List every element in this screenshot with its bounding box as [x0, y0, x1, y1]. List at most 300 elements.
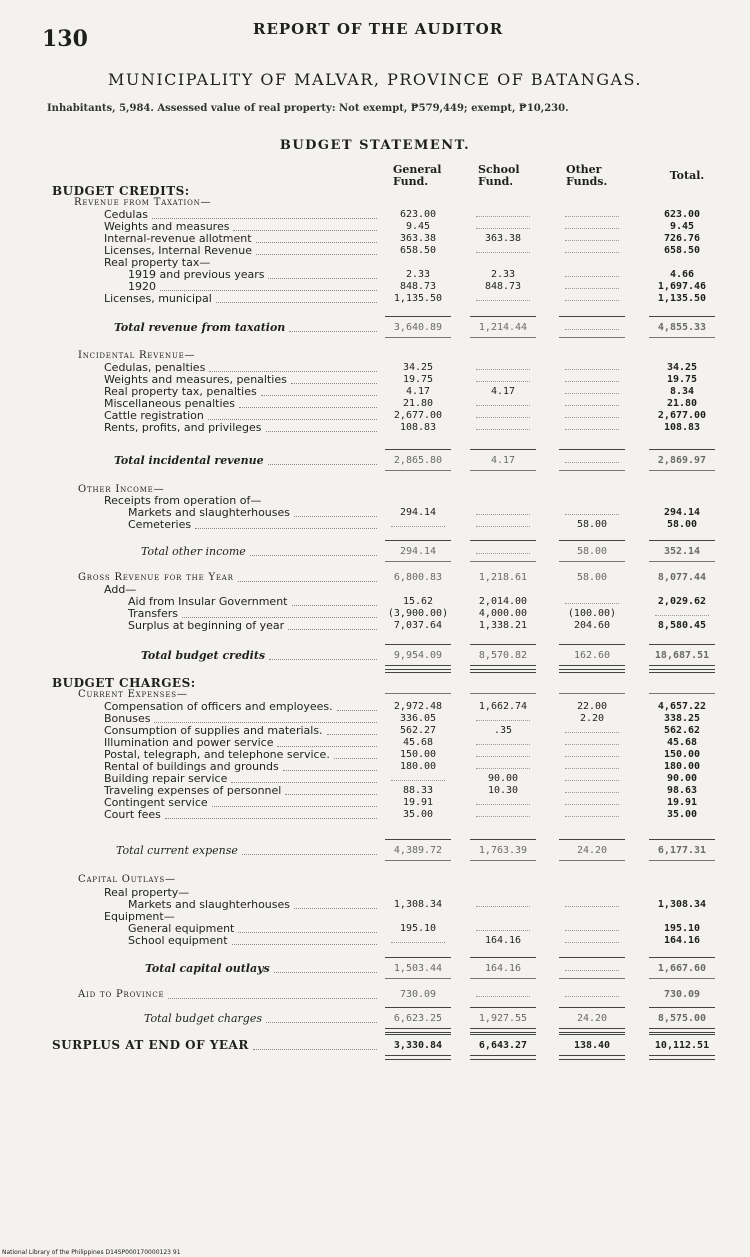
- row-gross-revenue-for-the-year-cell-other: 58.00: [576, 572, 608, 583]
- row-contingent-service-cell-general: 19.91: [402, 797, 434, 808]
- row-illumination-and-power-service-cell-general: 45.68: [402, 737, 434, 748]
- total-rule: [470, 316, 536, 317]
- total-rule: [559, 1034, 625, 1035]
- empty-cell: [565, 996, 619, 997]
- total-underline: [470, 561, 536, 562]
- total-rule: [385, 644, 451, 645]
- row-real-property-tax-penalties-cell-total: 8.34: [669, 386, 695, 397]
- total-underline: [470, 1028, 536, 1033]
- leader-dots: [233, 230, 377, 231]
- total-rule: [559, 957, 625, 958]
- total-underline: [559, 337, 625, 338]
- empty-cell: [565, 930, 619, 931]
- leader-dots: [274, 972, 377, 973]
- row-1920-cell-general: 848.73: [399, 281, 437, 292]
- leader-dots: [288, 629, 377, 630]
- row-consumption-of-supplies-and-materials-cell-general: 562.27: [399, 725, 437, 736]
- empty-cell: [565, 744, 619, 745]
- empty-cell: [565, 288, 619, 289]
- row-transfers-label: Transfers: [128, 607, 178, 620]
- row-total-budget-charges-label: Total budget charges: [144, 1012, 262, 1025]
- row-rental-of-buildings-and-grounds-cell-total: 180.00: [663, 761, 701, 772]
- total-rule: [470, 540, 536, 541]
- row-total-incidental-revenue-cell-total: 2,869.97: [657, 455, 707, 466]
- row-surplus-at-end-of-year-cell-general: 3,330.84: [393, 1040, 443, 1051]
- total-underline: [559, 978, 625, 979]
- row-compensation-of-officers-and-employees-cell-total: 4,657.22: [657, 701, 707, 712]
- row-bonuses-label: Bonuses: [104, 712, 151, 725]
- total-rule: [470, 449, 536, 450]
- total-underline: [649, 1055, 715, 1060]
- total-rule: [649, 449, 715, 450]
- row-total-current-expense-cell-school: 1,763.39: [478, 845, 528, 856]
- leader-dots: [261, 395, 377, 396]
- row-traveling-expenses-of-personnel-label: Traveling expenses of personnel: [104, 784, 282, 797]
- empty-cell: [565, 804, 619, 805]
- row-transfers-cell-general: (3,900.00): [387, 608, 449, 619]
- row-cattle-registration-cell-total: 2,677.00: [657, 410, 707, 421]
- row-total-current-expense-cell-other: 24.20: [576, 845, 608, 856]
- row-school-equipment-label: School equipment: [128, 934, 228, 947]
- empty-cell: [565, 768, 619, 769]
- row-total-incidental-revenue-cell-school: 4.17: [490, 455, 516, 466]
- row-markets-and-slaughterhouses-cell-general: 294.14: [399, 507, 437, 518]
- row-total-capital-outlays-cell-general: 1,503.44: [393, 963, 443, 974]
- row-contingent-service-label: Contingent service: [104, 796, 208, 809]
- row-gross-revenue-for-the-year-label: Gross Revenue for the Year: [78, 572, 234, 583]
- empty-cell: [476, 768, 530, 769]
- leader-dots: [154, 722, 377, 723]
- total-underline: [385, 561, 451, 562]
- leader-dots: [269, 659, 377, 660]
- total-underline: [649, 978, 715, 979]
- empty-cell: [476, 744, 530, 745]
- inhabitants-line: Inhabitants, 5,984. Assessed value of real property: Not exempt, ₱579,449; exempt, ₱10,230.: [47, 103, 569, 114]
- leader-dots: [231, 782, 377, 783]
- row-1920-label: 1920: [128, 280, 156, 293]
- row-total-current-expense-label: Total current expense: [116, 844, 238, 857]
- row-internal-revenue-allotment-label: Internal-revenue allotment: [104, 232, 252, 245]
- empty-cell: [391, 942, 445, 943]
- row-total-revenue-from-taxation-cell-general: 3,640.89: [393, 322, 443, 333]
- empty-cell: [565, 276, 619, 277]
- row-cemeteries-cell-total: 58.00: [666, 519, 698, 530]
- row-traveling-expenses-of-personnel-cell-total: 98.63: [666, 785, 698, 796]
- row-building-repair-service-label: Building repair service: [104, 772, 228, 785]
- leader-dots: [212, 806, 377, 807]
- row-general-equipment-cell-general: 195.10: [399, 923, 437, 934]
- row-weights-and-measures-cell-total: 9.45: [669, 221, 695, 232]
- row-miscellaneous-penalties-cell-total: 21.80: [666, 398, 698, 409]
- column-header-other: Other Funds.: [566, 163, 608, 188]
- row-cedulas-label: Cedulas: [104, 208, 148, 221]
- total-underline: [649, 693, 715, 694]
- row-bonuses-cell-general: 336.05: [399, 713, 437, 724]
- row-court-fees-label: Court fees: [104, 808, 161, 821]
- total-rule: [470, 672, 536, 673]
- total-underline: [470, 470, 536, 471]
- row-total-other-income-cell-total: 352.14: [663, 546, 701, 557]
- row-total-other-income-cell-other: 58.00: [576, 546, 608, 557]
- row-total-capital-outlays-cell-school: 164.16: [484, 963, 522, 974]
- row-aid-from-insular-government-cell-general: 15.62: [402, 596, 434, 607]
- row-weights-and-measures-label: Weights and measures: [104, 220, 230, 233]
- row-weights-and-measures-cell-general: 9.45: [405, 221, 431, 232]
- row-postal-telegraph-and-telephone-service-cell-total: 150.00: [663, 749, 701, 760]
- total-underline: [385, 470, 451, 471]
- leader-dots: [209, 371, 377, 372]
- total-underline: [649, 665, 715, 670]
- leader-dots: [216, 302, 377, 303]
- row-building-repair-service-cell-school: 90.00: [487, 773, 519, 784]
- empty-cell: [476, 514, 530, 515]
- empty-cell: [565, 603, 619, 604]
- row-total-budget-credits-cell-total: 18,687.51: [654, 650, 710, 661]
- municipality-title: MUNICIPALITY OF MALVAR, PROVINCE OF BATANGAS.: [107, 70, 642, 89]
- empty-cell: [391, 780, 445, 781]
- row-licenses-internal-revenue-cell-general: 658.50: [399, 245, 437, 256]
- row-consumption-of-supplies-and-materials-cell-school: .35: [493, 725, 513, 736]
- leader-dots: [289, 331, 377, 332]
- row-markets-and-slaughterhouses-label: Markets and slaughterhouses: [128, 898, 290, 911]
- total-rule: [649, 1034, 715, 1035]
- total-rule: [559, 316, 625, 317]
- empty-cell: [565, 228, 619, 229]
- empty-cell: [476, 526, 530, 527]
- row-school-equipment-cell-school: 164.16: [484, 935, 522, 946]
- row-1920-cell-school: 848.73: [484, 281, 522, 292]
- empty-cell: [565, 732, 619, 733]
- row-real-property-label: Real property—: [104, 886, 190, 899]
- row-general-equipment-cell-total: 195.10: [663, 923, 701, 934]
- empty-cell: [476, 996, 530, 997]
- row-miscellaneous-penalties-label: Miscellaneous penalties: [104, 397, 236, 410]
- empty-cell: [476, 429, 530, 430]
- empty-cell: [565, 417, 619, 418]
- total-rule: [470, 1034, 536, 1035]
- empty-cell: [565, 816, 619, 817]
- row-cedulas-penalties-label: Cedulas, penalties: [104, 361, 206, 374]
- total-underline: [649, 337, 715, 338]
- row-1919-and-previous-years-cell-total: 4.66: [669, 269, 695, 280]
- row-total-budget-charges-cell-other: 24.20: [576, 1013, 608, 1024]
- row-compensation-of-officers-and-employees-cell-other: 22.00: [576, 701, 608, 712]
- empty-cell: [565, 381, 619, 382]
- row-licenses-municipal-label: Licenses, municipal: [104, 292, 212, 305]
- leader-dots: [238, 932, 377, 933]
- row-rents-profits-and-privileges-cell-general: 108.83: [399, 422, 437, 433]
- total-rule: [559, 839, 625, 840]
- total-underline: [559, 561, 625, 562]
- total-underline: [385, 665, 451, 670]
- row-surplus-at-beginning-of-year-cell-total: 8,580.45: [657, 620, 707, 631]
- leader-dots: [242, 854, 377, 855]
- leader-dots: [294, 908, 377, 909]
- leader-dots: [182, 617, 377, 618]
- row-licenses-internal-revenue-label: Licenses, Internal Revenue: [104, 244, 252, 257]
- row-transfers-cell-other: (100.00): [567, 608, 617, 619]
- total-underline: [649, 860, 715, 861]
- row-cedulas-cell-general: 623.00: [399, 209, 437, 220]
- leader-dots: [292, 605, 378, 606]
- page-number: 130: [42, 26, 88, 52]
- total-underline: [649, 561, 715, 562]
- empty-cell: [565, 216, 619, 217]
- column-header-school: School Fund.: [478, 163, 520, 188]
- row-markets-and-slaughterhouses-cell-total: 294.14: [663, 507, 701, 518]
- row-gross-revenue-for-the-year-cell-school: 1,218.61: [478, 572, 528, 583]
- total-rule: [470, 644, 536, 645]
- empty-cell: [565, 780, 619, 781]
- total-rule: [385, 672, 451, 673]
- row-cedulas-penalties-cell-total: 34.25: [666, 362, 698, 373]
- row-total-incidental-revenue-cell-general: 2,865.80: [393, 455, 443, 466]
- empty-cell: [565, 756, 619, 757]
- row-cemeteries-cell-other: 58.00: [576, 519, 608, 530]
- empty-cell: [565, 300, 619, 301]
- row-court-fees-cell-total: 35.00: [666, 809, 698, 820]
- total-underline: [385, 978, 451, 979]
- row-general-equipment-label: General equipment: [128, 922, 235, 935]
- leader-dots: [195, 528, 377, 529]
- empty-cell: [476, 756, 530, 757]
- row-traveling-expenses-of-personnel-cell-school: 10.30: [487, 785, 519, 796]
- row-real-property-tax-penalties-label: Real property tax, penalties: [104, 385, 257, 398]
- row-traveling-expenses-of-personnel-cell-general: 88.33: [402, 785, 434, 796]
- row-total-budget-charges-cell-school: 1,927.55: [478, 1013, 528, 1024]
- row-rents-profits-and-privileges-label: Rents, profits, and privileges: [104, 421, 262, 434]
- row-total-budget-credits-cell-other: 162.60: [573, 650, 611, 661]
- empty-cell: [476, 906, 530, 907]
- leader-dots: [266, 431, 377, 432]
- leader-dots: [268, 464, 377, 465]
- leader-dots: [250, 555, 377, 556]
- row-weights-and-measures-penalties-cell-total: 19.75: [666, 374, 698, 385]
- empty-cell: [565, 942, 619, 943]
- total-rule: [649, 1007, 715, 1008]
- leader-dots: [294, 516, 377, 517]
- statement-title: BUDGET STATEMENT.: [279, 138, 471, 153]
- empty-cell: [476, 417, 530, 418]
- total-rule: [649, 672, 715, 673]
- leader-dots: [256, 254, 377, 255]
- row-aid-from-insular-government-label: Aid from Insular Government: [128, 595, 288, 608]
- total-underline: [470, 665, 536, 670]
- row-licenses-municipal-cell-total: 1,135.50: [657, 293, 707, 304]
- row-revenue-from-taxation-label: Revenue from Taxation—: [74, 197, 212, 208]
- row-internal-revenue-allotment-cell-total: 726.76: [663, 233, 701, 244]
- empty-cell: [565, 252, 619, 253]
- empty-cell: [476, 369, 530, 370]
- row-add-label: Add—: [104, 583, 137, 596]
- row-aid-to-province-label: Aid to Province: [78, 989, 165, 1000]
- row-gross-revenue-for-the-year-cell-general: 6,800.83: [393, 572, 443, 583]
- total-rule: [385, 316, 451, 317]
- row-receipts-from-operation-of-label: Receipts from operation of—: [104, 494, 262, 507]
- total-rule: [385, 449, 451, 450]
- row-total-revenue-from-taxation-cell-total: 4,855.33: [657, 322, 707, 333]
- leader-dots: [327, 734, 377, 735]
- total-rule: [385, 1034, 451, 1035]
- empty-cell: [476, 405, 530, 406]
- row-incidental-revenue-label: Incidental Revenue—: [78, 350, 196, 361]
- row-budget-charges-label: BUDGET CHARGES:: [52, 676, 196, 690]
- empty-cell: [565, 970, 619, 971]
- total-rule: [649, 957, 715, 958]
- row-gross-revenue-for-the-year-cell-total: 8,077.44: [657, 572, 707, 583]
- empty-cell: [391, 526, 445, 527]
- row-total-revenue-from-taxation-label: Total revenue from taxation: [114, 321, 286, 334]
- row-postal-telegraph-and-telephone-service-label: Postal, telegraph, and telephone service.: [104, 748, 330, 761]
- total-underline: [649, 470, 715, 471]
- row-internal-revenue-allotment-cell-school: 363.38: [484, 233, 522, 244]
- row-rental-of-buildings-and-grounds-cell-general: 180.00: [399, 761, 437, 772]
- row-rents-profits-and-privileges-cell-total: 108.83: [663, 422, 701, 433]
- row-1919-and-previous-years-label: 1919 and previous years: [128, 268, 265, 281]
- empty-cell: [476, 553, 530, 554]
- row-capital-outlays-label: Capital Outlays—: [78, 874, 176, 885]
- row-consumption-of-supplies-and-materials-cell-total: 562.62: [663, 725, 701, 736]
- row-cemeteries-label: Cemeteries: [128, 518, 192, 531]
- total-underline: [470, 337, 536, 338]
- row-consumption-of-supplies-and-materials-label: Consumption of supplies and materials.: [104, 724, 323, 737]
- total-underline: [559, 1028, 625, 1033]
- row-total-other-income-cell-general: 294.14: [399, 546, 437, 557]
- leader-dots: [238, 581, 377, 582]
- empty-cell: [565, 462, 619, 463]
- row-total-capital-outlays-cell-total: 1,667.60: [657, 963, 707, 974]
- leader-dots: [283, 770, 377, 771]
- row-equipment-label: Equipment—: [104, 910, 175, 923]
- row-real-property-tax-penalties-cell-school: 4.17: [490, 386, 516, 397]
- empty-cell: [476, 381, 530, 382]
- row-compensation-of-officers-and-employees-label: Compensation of officers and employees.: [104, 700, 333, 713]
- empty-cell: [565, 792, 619, 793]
- empty-cell: [565, 429, 619, 430]
- leader-dots: [239, 407, 377, 408]
- row-budget-credits-label: BUDGET CREDITS:: [52, 184, 190, 198]
- row-aid-from-insular-government-cell-school: 2,014.00: [478, 596, 528, 607]
- row-total-current-expense-cell-total: 6,177.31: [657, 845, 707, 856]
- row-total-revenue-from-taxation-cell-school: 1,214.44: [478, 322, 528, 333]
- row-real-property-tax-penalties-cell-general: 4.17: [405, 386, 431, 397]
- row-total-current-expense-cell-general: 4,389.72: [393, 845, 443, 856]
- total-underline: [559, 860, 625, 861]
- empty-cell: [655, 615, 709, 616]
- row-surplus-at-end-of-year-cell-total: 10,112.51: [654, 1040, 710, 1051]
- empty-cell: [476, 300, 530, 301]
- total-rule: [470, 957, 536, 958]
- row-building-repair-service-cell-total: 90.00: [666, 773, 698, 784]
- empty-cell: [476, 930, 530, 931]
- total-underline: [470, 978, 536, 979]
- row-compensation-of-officers-and-employees-cell-general: 2,972.48: [393, 701, 443, 712]
- total-underline: [470, 693, 536, 694]
- row-bonuses-cell-other: 2.20: [579, 713, 605, 724]
- leader-dots: [266, 1022, 377, 1023]
- row-illumination-and-power-service-label: Illumination and power service: [104, 736, 274, 749]
- row-markets-and-slaughterhouses-cell-general: 1,308.34: [393, 899, 443, 910]
- row-contingent-service-cell-total: 19.91: [666, 797, 698, 808]
- row-cattle-registration-cell-general: 2,677.00: [393, 410, 443, 421]
- footer-line: National Library of the Philippines D14SP000170000123 91: [2, 1249, 181, 1256]
- total-underline: [470, 1055, 536, 1060]
- total-rule: [385, 839, 451, 840]
- row-compensation-of-officers-and-employees-cell-school: 1,662.74: [478, 701, 528, 712]
- row-total-capital-outlays-label: Total capital outlays: [145, 962, 270, 975]
- row-cedulas-penalties-cell-general: 34.25: [402, 362, 434, 373]
- leader-dots: [334, 758, 377, 759]
- empty-cell: [476, 804, 530, 805]
- empty-cell: [565, 393, 619, 394]
- empty-cell: [476, 720, 530, 721]
- row-weights-and-measures-penalties-label: Weights and measures, penalties: [104, 373, 287, 386]
- row-licenses-internal-revenue-cell-total: 658.50: [663, 245, 701, 256]
- row-1920-cell-total: 1,697.46: [657, 281, 707, 292]
- total-underline: [649, 1028, 715, 1033]
- empty-cell: [565, 329, 619, 330]
- empty-cell: [565, 240, 619, 241]
- empty-cell: [476, 228, 530, 229]
- leader-dots: [277, 746, 377, 747]
- row-total-other-income-label: Total other income: [141, 545, 246, 558]
- empty-cell: [476, 252, 530, 253]
- row-aid-to-province-cell-total: 730.09: [663, 989, 701, 1000]
- row-surplus-at-beginning-of-year-cell-school: 1,338.21: [478, 620, 528, 631]
- empty-cell: [565, 514, 619, 515]
- row-markets-and-slaughterhouses-cell-total: 1,308.34: [657, 899, 707, 910]
- leader-dots: [268, 278, 377, 279]
- row-total-budget-charges-cell-general: 6,623.25: [393, 1013, 443, 1024]
- total-underline: [559, 1055, 625, 1060]
- row-court-fees-cell-general: 35.00: [402, 809, 434, 820]
- total-rule: [649, 316, 715, 317]
- total-rule: [559, 672, 625, 673]
- row-transfers-cell-school: 4,000.00: [478, 608, 528, 619]
- column-header-total: Total.: [669, 169, 705, 182]
- total-rule: [385, 1007, 451, 1008]
- total-rule: [559, 540, 625, 541]
- leader-dots: [232, 944, 377, 945]
- leader-dots: [253, 1049, 377, 1050]
- row-aid-from-insular-government-cell-total: 2,029.62: [657, 596, 707, 607]
- row-total-budget-credits-label: Total budget credits: [141, 649, 266, 662]
- total-rule: [470, 1007, 536, 1008]
- row-weights-and-measures-penalties-cell-general: 19.75: [402, 374, 434, 385]
- total-underline: [559, 693, 625, 694]
- leader-dots: [152, 218, 377, 219]
- total-underline: [559, 665, 625, 670]
- row-surplus-at-beginning-of-year-label: Surplus at beginning of year: [128, 619, 285, 632]
- row-rental-of-buildings-and-grounds-label: Rental of buildings and grounds: [104, 760, 279, 773]
- leader-dots: [165, 818, 377, 819]
- row-cedulas-cell-total: 623.00: [663, 209, 701, 220]
- row-aid-to-province-cell-general: 730.09: [399, 989, 437, 1000]
- row-surplus-at-end-of-year-label: SURPLUS AT END OF YEAR: [52, 1038, 249, 1052]
- total-rule: [385, 540, 451, 541]
- row-total-incidental-revenue-label: Total incidental revenue: [114, 454, 264, 467]
- leader-dots: [208, 419, 377, 420]
- row-miscellaneous-penalties-cell-general: 21.80: [402, 398, 434, 409]
- leader-dots: [337, 710, 377, 711]
- leader-dots: [160, 290, 377, 291]
- row-school-equipment-cell-total: 164.16: [663, 935, 701, 946]
- row-total-budget-credits-cell-general: 9,954.09: [393, 650, 443, 661]
- row-postal-telegraph-and-telephone-service-cell-general: 150.00: [399, 749, 437, 760]
- leader-dots: [285, 794, 377, 795]
- leader-dots: [291, 383, 377, 384]
- row-other-income-label: Other Income—: [78, 484, 165, 495]
